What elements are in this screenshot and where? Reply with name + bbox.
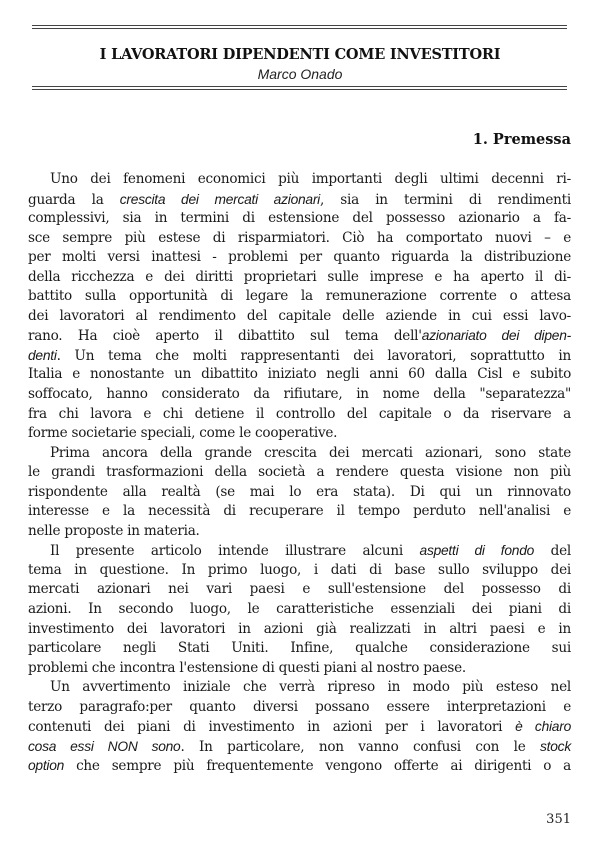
text-segment: guarda la	[28, 191, 120, 208]
text-line	[28, 502, 571, 522]
text-line	[28, 209, 571, 229]
text-line	[28, 580, 571, 600]
text-line	[28, 639, 571, 659]
text-segment: mercati azionari nei vari paesi e sull'estensione del possesso di	[28, 581, 571, 598]
text-line	[28, 268, 571, 288]
text-line	[28, 678, 571, 698]
text-line	[28, 287, 571, 307]
text-line	[28, 170, 571, 190]
text-segment: interesse e la necessità di recuperare il tempo perduto nell'analisi e	[28, 503, 571, 520]
article-title: I LAVORATORI DIPENDENTI COME INVESTITORI	[99, 46, 501, 63]
text-line	[28, 483, 571, 503]
text-segment: battito sulla opportunità di legare la remunerazione corrente o attesa	[28, 288, 571, 305]
text-line	[28, 463, 571, 483]
text-segment: del	[534, 543, 571, 560]
emphasis: crescita dei mercati azionari	[119, 191, 320, 207]
text-segment: sce sempre più estese di risparmiatori. Ciò ha comportato nuovi – e	[28, 229, 571, 246]
emphasis: è chiaro	[515, 719, 572, 735]
text-segment: Italia e nonostante un dibattito iniziato negli anni 60 dalla Cisl e subito	[28, 366, 571, 383]
text-line	[28, 737, 571, 757]
text-line	[28, 405, 571, 425]
text-segment: per molti versi inattesi - problemi per quanto riguarda la distribuzione	[28, 249, 571, 266]
emphasis: denti	[28, 347, 57, 363]
text-line	[28, 659, 571, 679]
text-segment: investimento dei lavoratori in azioni già realizzati in altri paesi e in	[28, 620, 571, 637]
text-line	[28, 541, 571, 561]
emphasis: option	[28, 758, 65, 774]
text-segment: forme societarie speciali, come le cooperative.	[28, 425, 338, 442]
text-line	[28, 190, 571, 210]
text-segment: che sempre più frequentemente vengono offerte ai dirigenti o a	[64, 758, 571, 775]
text-line	[28, 424, 571, 444]
text-line	[28, 444, 571, 464]
text-line	[28, 561, 571, 581]
text-line	[28, 326, 571, 346]
text-line	[28, 346, 571, 366]
text-segment: terzo paragrafo:per quanto diversi possano essere interpretazioni e	[28, 698, 571, 715]
text-segment: Uno dei fenomeni economici più importanti degli ultimi decenni ri-	[50, 171, 571, 187]
text-segment: particolare negli Stati Uniti. Infine, qualche considerazione sui	[28, 640, 571, 657]
text-segment: . Un tema che molti rappresentanti dei lavoratori, soprattutto in	[56, 347, 571, 364]
text-segment: Un avvertimento iniziale che verrà ripreso in modo più esteso nel	[50, 679, 571, 696]
text-line	[28, 229, 571, 249]
article-author: Marco Onado	[257, 66, 343, 82]
text-line	[28, 756, 571, 776]
text-segment: complessivi, sia in termini di estensione del possesso azionario a fa-	[28, 210, 571, 227]
text-segment: . In particolare, non vanno confusi con le	[180, 738, 541, 755]
text-line	[28, 600, 571, 620]
text-segment: soffocato, hanno considerato da rifiutare, in nome della "separatezza"	[28, 386, 571, 403]
text-line	[28, 717, 571, 737]
text-segment: Prima ancora della grande crescita dei mercati azionari, sono state	[50, 444, 571, 461]
header-rule-top	[32, 25, 567, 29]
section-heading: 1. Premessa	[472, 131, 571, 148]
text-line	[28, 307, 571, 327]
header-rule-bottom	[32, 86, 567, 90]
text-segment: fra chi lavora e chi detiene il controllo del capitale o da riservare a	[28, 405, 571, 422]
text-line	[28, 365, 571, 385]
text-segment: nelle proposte in materia.	[28, 522, 200, 539]
text-segment: Il presente articolo intende illustrare alcuni	[50, 543, 420, 560]
emphasis: stock	[540, 738, 571, 754]
article-body	[28, 170, 571, 776]
text-line	[28, 620, 571, 640]
text-segment: dei lavoratori al rendimento del capitale delle aziende in cui essi lavo-	[28, 307, 571, 324]
text-segment: problemi che incontra l'estensione di questi piani al nostro paese.	[28, 659, 466, 676]
text-line	[28, 522, 571, 542]
text-line	[28, 698, 571, 718]
page-number: 351	[546, 812, 571, 827]
text-segment: le grandi trasformazioni della società a rendere questa visione non più	[28, 464, 571, 481]
text-line	[28, 385, 571, 405]
text-segment: della ricchezza e dei diritti proprietari sulle imprese e ha aperto il di-	[28, 268, 571, 285]
text-segment: contenuti dei piani di investimento in azioni per i lavoratori	[28, 719, 516, 736]
emphasis: cosa essi NON sono	[28, 738, 181, 754]
emphasis: azionariato dei dipen-	[421, 328, 571, 344]
text-segment: , sia in termini di rendimenti	[320, 191, 571, 208]
text-segment: tema in questione. In primo luogo, i dati di base sullo sviluppo dei	[28, 561, 571, 578]
text-segment: rispondente alla realtà (se mai lo era stata). Di qui un rinnovato	[28, 483, 571, 500]
text-segment: rano. Ha cioè aperto il dibattito sul tema dell'	[28, 328, 422, 345]
text-segment: azioni. In secondo luogo, le caratteristiche essenziali dei piani di	[28, 601, 571, 618]
emphasis: aspetti di fondo	[419, 543, 535, 559]
text-line	[28, 248, 571, 268]
